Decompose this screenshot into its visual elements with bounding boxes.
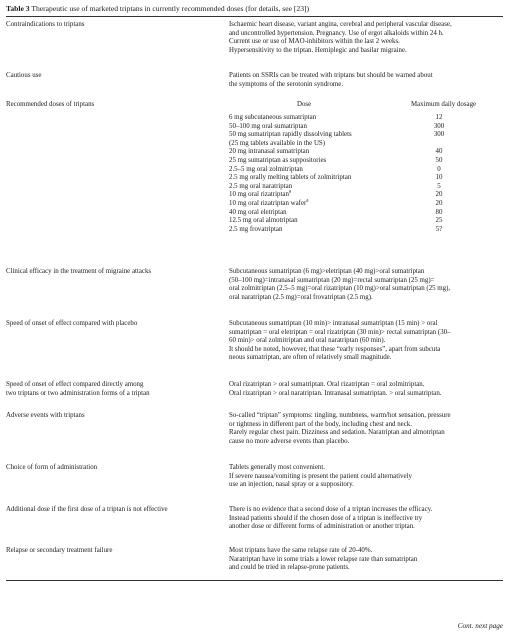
desc-line: Oral rizatriptan > oral naratriptan. Intranasal sumatriptan. > oral sumatriptan. <box>229 389 442 397</box>
max-dose: 50 <box>435 156 443 164</box>
table-title: Therapeutic use of marketed triptans in currently recommended doses (for details, see [23]) <box>31 4 310 13</box>
dose-row <box>229 123 503 132</box>
dose-row <box>229 114 503 123</box>
dose-text: 50–100 mg oral sumatriptan <box>229 122 307 130</box>
desc-line: Hypersensitivity to the triptan. Hemiplegic and basilar migraine. <box>229 46 407 54</box>
max-dose: 300 <box>433 131 445 139</box>
max-dose: 25 <box>435 217 443 225</box>
top-rule <box>6 16 503 17</box>
dose-text-main: 10 mg oral rizatriptan wafer <box>229 199 307 207</box>
dose-text: 12.5 mg oral almotriptan <box>229 217 298 225</box>
desc-line: Oral rizatriptan > oral sumatriptan. Oral rizatriptan = oral zolmitriptan. <box>229 381 425 388</box>
row-description <box>229 547 503 573</box>
desc-line: or tightness in different part of the body, including chest and neck. <box>229 420 412 428</box>
dose-row <box>229 200 503 209</box>
desc-line: use an injection, nasal spray or a suppository. <box>229 481 354 489</box>
desc-line: oral zolmitriptan (2.5–5 mg)=oral rizatriptan (10 mg)>oral sumatriptan (25 mg), <box>229 285 451 293</box>
row-label-line: Speed of onset of effect compared directly among <box>6 381 144 388</box>
dose-row <box>229 209 503 218</box>
desc-line: 60 min)> oral zolmitriptan and oral naratriptan (60 min). <box>229 337 386 345</box>
row-description <box>229 412 503 446</box>
desc-line: Current use or use of MAO-inhibitors within the last 2 weeks. <box>229 38 400 46</box>
desc-line: Patients on SSRIs can be treated with triptans but should be warned about <box>229 72 433 79</box>
dose-text: 2.5–5 mg oral zolmitriptan <box>229 165 303 173</box>
max-dose: 5? <box>435 225 443 233</box>
bottom-rule <box>6 580 503 581</box>
desc-line: cause no more adverse events than placebo. <box>229 437 350 445</box>
footnote-marker: a <box>288 190 292 196</box>
dose-text-line: (25 mg tablets available in the US) <box>229 139 326 147</box>
row-description <box>229 320 503 363</box>
max-dose: 10 <box>435 174 443 182</box>
desc-line: (50–100 mg)=intranasal sumatriptan (20 mg)=rectal sumatriptan (25 mg)= <box>229 276 435 284</box>
dose-text <box>229 131 352 148</box>
desc-line: and uncontrolled hypertension. Pregnancy. Use of ergot alkaloids within 24 h. <box>229 29 444 37</box>
dose-row <box>229 166 503 175</box>
desc-line: Most triptans have the same relapse rate of 20-40%. <box>229 547 373 554</box>
max-dose: 80 <box>435 208 443 216</box>
dose-row <box>229 157 503 166</box>
row-label: Relapse or secondary treatment failure <box>6 547 113 554</box>
table-caption <box>6 4 309 13</box>
dose-row <box>229 148 503 157</box>
dose-text <box>229 191 291 200</box>
dose-text-main: 10 mg oral rizatriptan <box>229 191 289 199</box>
desc-line: oral naratriptan (2.5 mg)=oral frovatriptan (2.5 mg). <box>229 293 373 301</box>
row-description <box>229 72 503 89</box>
desc-line: If severe nausea/vomiting is present the patient could alternatively <box>229 472 412 480</box>
row-label: Additional dose if the first dose of a triptan is not effective <box>6 506 168 513</box>
max-dose: 0 <box>437 165 441 173</box>
dose-row <box>229 174 503 183</box>
row-description <box>229 381 503 398</box>
dose-text: 2.5 mg oral naratriptan <box>229 182 293 190</box>
max-dose-column-header: Maximum daily dosage <box>411 101 477 108</box>
desc-line: Tablets generally most convenient. <box>229 464 325 471</box>
row-label: Recommended doses of triptans <box>6 101 95 108</box>
desc-line: sumatriptan = oral eletriptan = oral rizatriptan (30 min)> rectal sumatriptan (30– <box>229 328 451 336</box>
desc-line: It should be noted, however, that these “early responses”, apart from subcuta <box>229 345 441 353</box>
desc-line: Ischaemic heart disease, variant angina, cerebral and peripheral vascular disease, <box>229 21 452 28</box>
desc-line: There is no evidence that a second dose of a triptan increases the efficacy. <box>229 506 433 513</box>
row-label <box>6 381 214 398</box>
dose-text: 20 mg intranasal sumatriptan <box>229 148 310 156</box>
dose-text: 25 mg sumatriptan as suppositories <box>229 156 327 164</box>
desc-line: Instead patients should if the chosen dose of a triptan is ineffective try <box>229 514 423 522</box>
dose-text: 40 mg oral eletriptan <box>229 208 287 216</box>
row-label: Speed of onset of effect compared with placebo <box>6 320 138 327</box>
desc-line: So-called “triptan” symptoms: tingling, numbness, warm/hot sensation, pressure <box>229 412 451 419</box>
max-dose: 300 <box>433 122 445 130</box>
max-dose: 12 <box>435 114 443 121</box>
desc-line: neous sumatriptan, are often of relatively small magnitude. <box>229 354 392 362</box>
table-label: Table 3 <box>6 4 30 13</box>
max-dose: 40 <box>435 148 443 156</box>
max-dose: 20 <box>435 191 443 199</box>
row-label: Contraindications to triptans <box>6 21 85 28</box>
desc-line: the symptoms of the serotonin syndrome. <box>229 80 344 88</box>
continued-note: Cont. next page <box>457 622 503 630</box>
row-description <box>229 506 503 532</box>
desc-line: Subcutaneous sumatriptan (6 mg)>eletriptan (40 mg)>oral sumatriptan <box>229 268 425 275</box>
desc-line: Naratriptan have in some trials a lower relapse rate than sumatriptan <box>229 555 418 563</box>
dose-text <box>229 200 309 209</box>
max-dose: 20 <box>435 199 443 207</box>
dose-row <box>229 191 503 200</box>
row-description <box>229 21 503 55</box>
row-label: Cautious use <box>6 72 42 79</box>
row-description <box>229 268 503 302</box>
desc-line: another dose or different forms of administration or another triptan. <box>229 523 415 531</box>
row-label: Clinical efficacy in the treatment of migraine attacks <box>6 268 152 275</box>
footnote-marker: a <box>306 198 309 204</box>
dose-text-line: 50 mg sumatriptan rapidly dissolving tablets <box>229 131 352 139</box>
dose-text: 6 mg subcutaneous sumatriptan <box>229 114 317 121</box>
dose-row <box>229 226 503 235</box>
dose-list <box>229 114 503 234</box>
dose-column-header: Dose <box>297 101 312 108</box>
desc-line: and could be tried in relapse-prone patients. <box>229 564 350 572</box>
row-description <box>229 464 503 490</box>
dose-text: 2.5 mg orally melting tablets of zolmitriptan <box>229 174 352 182</box>
max-dose: 5 <box>437 182 441 190</box>
row-label: Adverse events with triptans <box>6 412 85 419</box>
row-label: Choice of form of administration <box>6 464 98 471</box>
dose-row <box>229 217 503 226</box>
dose-row <box>229 131 503 148</box>
desc-line: Subcutaneous sumatriptan (10 min)> intranasal sumatriptan (15 min) > oral <box>229 320 438 327</box>
desc-line: Rarely regular chest pain. Dizziness and sedation. Naratriptan and almotriptan <box>229 429 445 437</box>
dose-text: 2.5 mg frovatriptan <box>229 225 283 233</box>
row-label-line: two triptans or two administration forms of a triptan <box>6 389 150 397</box>
